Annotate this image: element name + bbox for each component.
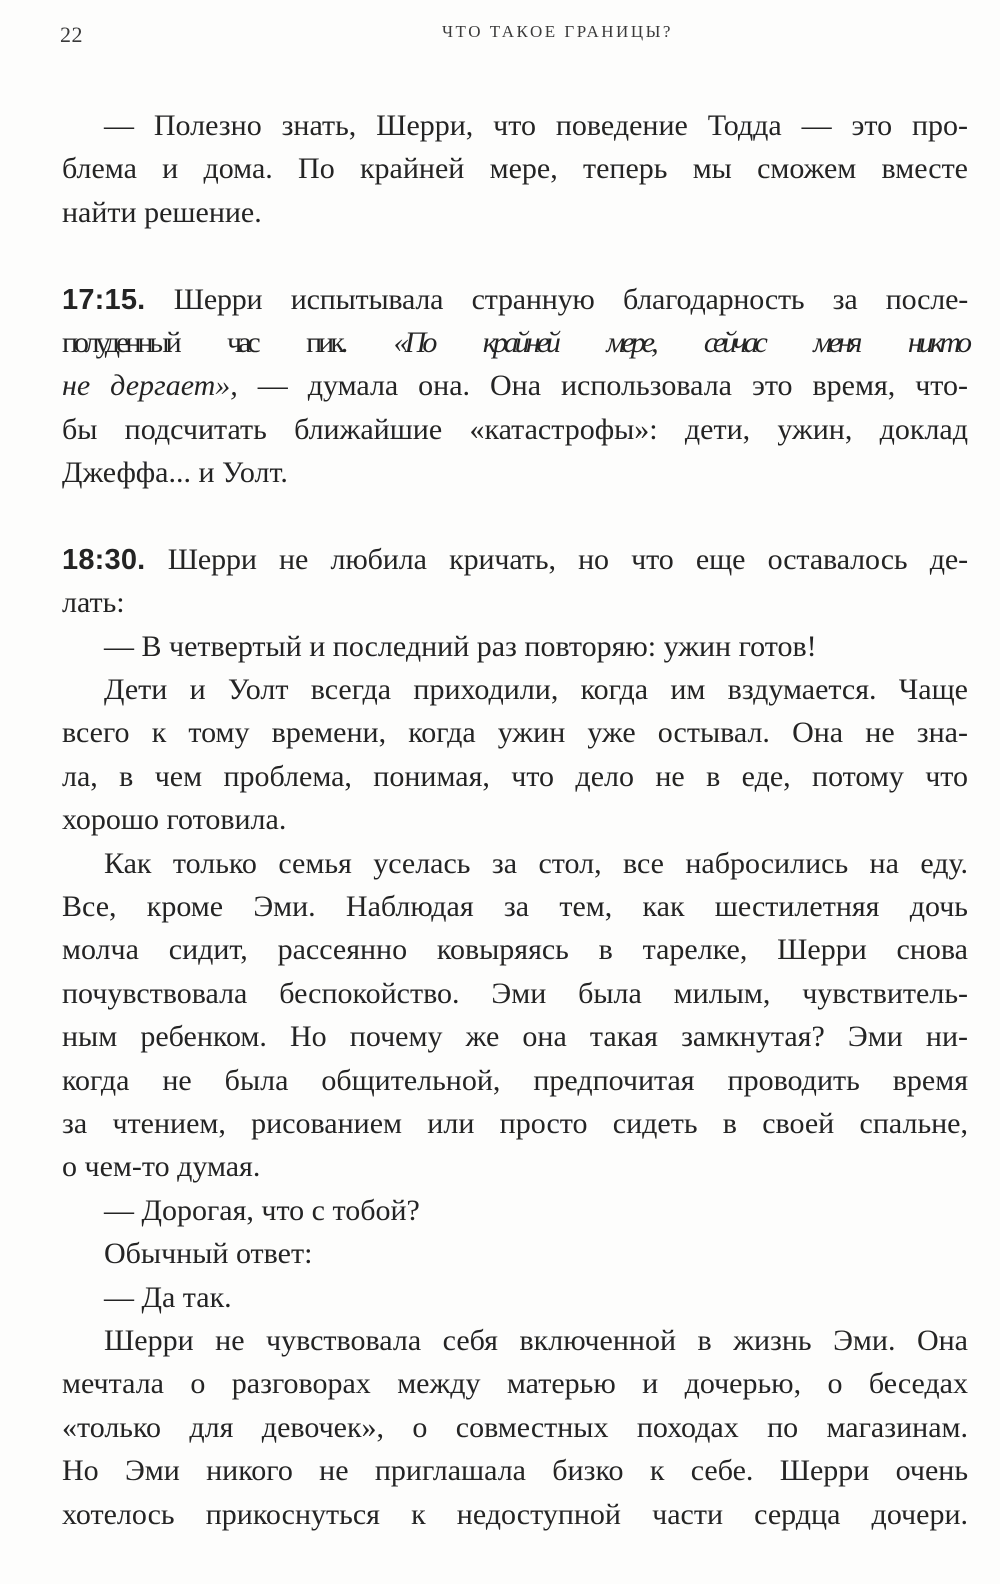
text-line: хорошо готовила. — [62, 803, 287, 837]
text-line: блема и дома. По крайней мере, теперь мы сможем вместе — [62, 152, 968, 186]
text-line: «только для девочек», о совместных походах по магазинам. — [62, 1410, 968, 1444]
text-line: Дети и Уолт всегда приходили, когда им вздумается. Чаще — [104, 673, 968, 707]
text-line: лать: — [62, 586, 125, 620]
body-text — [62, 104, 968, 1536]
text-line — [62, 538, 968, 581]
text-fragment: Шерри испытывала странную благодарность за после- — [173, 282, 968, 316]
text-line — [62, 364, 968, 407]
text-line: Но Эми никого не приглашала бизко к себе. Шерри очень — [62, 1454, 968, 1488]
text-line — [62, 278, 968, 321]
text-line: — В четвертый и последний раз повторяю: ужин готов! — [104, 629, 817, 663]
text-fragment: Шерри не любила кричать, но что еще оставалось де- — [167, 542, 968, 576]
text-line: бы подсчитать ближайшие «катастрофы»: дети, ужин, доклад — [62, 412, 968, 446]
text-line: Как только семья уселась за стол, все набросились на еду. — [104, 846, 968, 880]
italic-quote: «По крайней мере, сейчас меня никто — [393, 325, 969, 359]
text-line: Шерри не чувствовала себя включенной в жизнь Эми. Она — [104, 1323, 968, 1357]
text-line: почувствовала беспокойство. Эми была милым, чувствитель- — [62, 976, 968, 1010]
paragraph-gap — [62, 495, 968, 538]
text-line: — Дорогая, что с тобой? — [104, 1193, 420, 1227]
chapter-title: ЧТО ТАКОЕ ГРАНИЦЫ? — [442, 22, 673, 41]
text-line: — Полезно знать, Шерри, что поведение Тодда — это про- — [104, 109, 968, 142]
text-line: всего к тому времени, когда ужин уже остывал. Она не зна- — [62, 716, 968, 750]
text-line: молча сидит, рассеянно ковыряясь в тарелке, Шерри снова — [62, 933, 968, 967]
text-line — [62, 321, 968, 364]
text-line: за чтением, рисованием или просто сидеть в своей спальне, — [62, 1106, 968, 1140]
paragraph-gap — [62, 234, 968, 277]
text-line: когда не была общительной, предпочитая проводить время — [62, 1063, 968, 1097]
text-line: мечтала о разговорах между матерью и дочерью, о беседах — [62, 1367, 968, 1401]
page-number: 22 — [60, 22, 83, 47]
text-fragment: — думала она. Она использовала это время, что- — [237, 369, 968, 403]
text-line: Все, кроме Эми. Наблюдая за тем, как шестилетняя дочь — [62, 890, 968, 924]
text-line: хотелось прикоснуться к недоступной части сердца дочери. — [62, 1497, 968, 1531]
text-line: Джеффа... и Уолт. — [62, 456, 288, 490]
text-fragment: полуденный час пик. — [62, 325, 394, 359]
text-line: ным ребенком. Но почему же она такая замкнутая? Эми ни- — [62, 1020, 968, 1054]
text-line: — Да так. — [104, 1280, 232, 1314]
italic-quote: не дергает», — [62, 369, 238, 403]
time-marker: 17:15. — [62, 283, 146, 316]
text-line: найти решение. — [62, 195, 262, 229]
text-line: ла, в чем проблема, понимая, что дело не в еде, потому что — [62, 759, 968, 793]
text-line: о чем-то думая. — [62, 1150, 261, 1184]
time-marker: 18:30. — [62, 543, 146, 576]
text-line: Обычный ответ: — [104, 1237, 313, 1271]
running-head — [60, 22, 940, 52]
